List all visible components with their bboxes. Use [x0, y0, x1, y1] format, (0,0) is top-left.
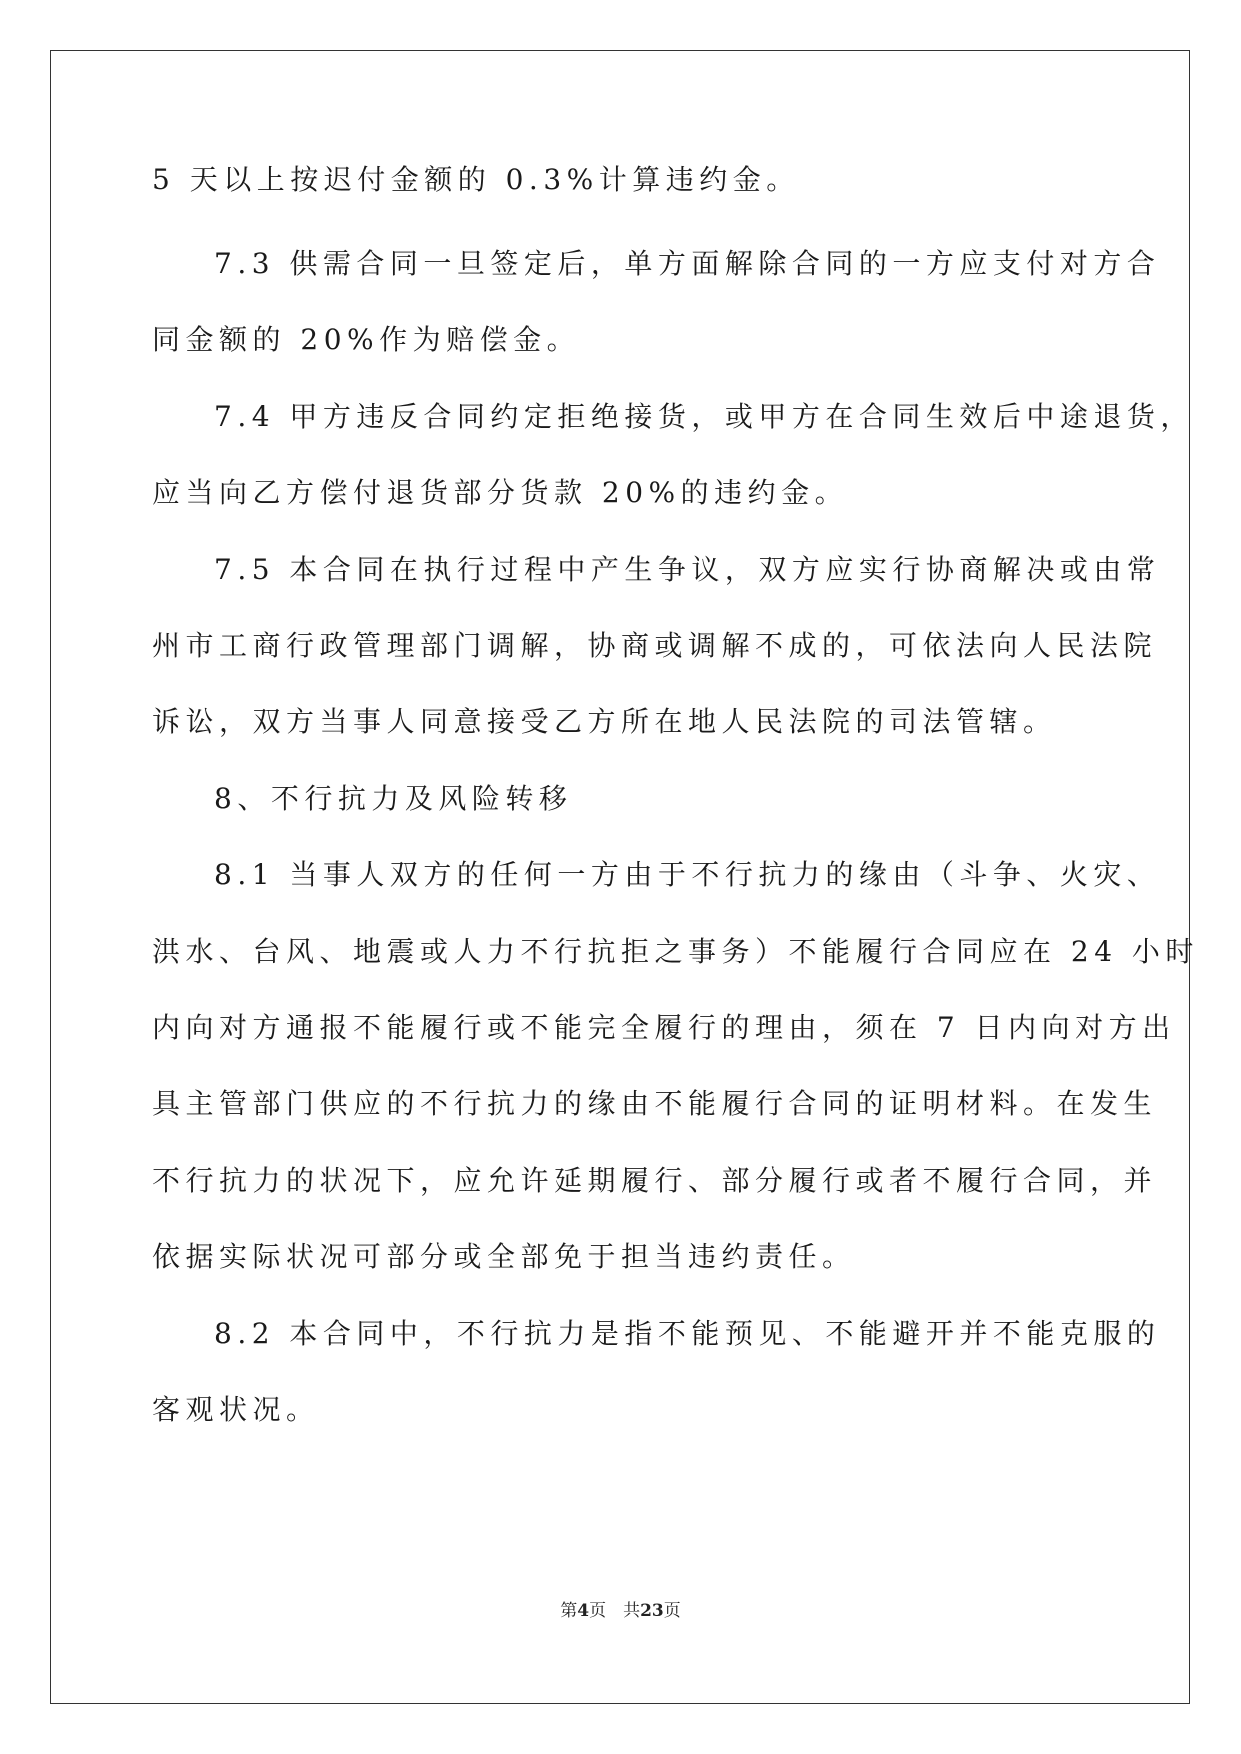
text-line: 诉讼，双方当事人同意接受乙方所在地人民法院的司法管辖。: [152, 705, 1057, 738]
page-number-footer: [0, 1596, 1241, 1621]
text-line: 客观状况。: [152, 1393, 320, 1426]
text-line: 7.4 甲方违反合同约定拒绝接货，或甲方在合同生效后中途退货，: [214, 400, 1194, 433]
text-line: 应当向乙方偿付退货部分货款 20%的违约金。: [152, 476, 849, 509]
text-line: 5 天以上按迟付金额的 0.3%计算违约金。: [152, 163, 800, 196]
text-line: 具主管部门供应的不行抗力的缘由不能履行合同的证明材料。在发生: [152, 1087, 1158, 1120]
text-line: 洪水、台风、地震或人力不行抗拒之事务）不能履行合同应在 24 小时: [152, 935, 1199, 968]
text-line: 7.3 供需合同一旦签定后，单方面解除合同的一方应支付对方合: [214, 247, 1161, 280]
section-heading: 8、不行抗力及风险转移: [214, 782, 573, 815]
text-line: 7.5 本合同在执行过程中产生争议，双方应实行协商解决或由常: [214, 553, 1161, 586]
text-line: 内向对方通报不能履行或不能完全履行的理由，须在 7 日内向对方出: [152, 1011, 1176, 1044]
current-page-number: 4: [577, 1601, 590, 1621]
text-line: 8.1 当事人双方的任何一方由于不行抗力的缘由（斗争、火灾、: [214, 858, 1161, 891]
text-line: 州市工商行政管理部门调解，协商或调解不成的，可依法向人民法院: [152, 629, 1158, 662]
footer-mid: 页 共: [589, 1601, 641, 1621]
text-line: 不行抗力的状况下，应允许延期履行、部分履行或者不履行合同，并: [152, 1164, 1158, 1197]
footer-suffix: 页: [663, 1601, 681, 1621]
text-line: 同金额的 20%作为赔偿金。: [152, 323, 581, 356]
text-line: 8.2 本合同中，不行抗力是指不能预见、不能避开并不能克服的: [214, 1317, 1161, 1350]
footer-prefix: 第: [560, 1601, 578, 1621]
text-line: 依据实际状况可部分或全部免于担当违约责任。: [152, 1240, 856, 1273]
total-page-count: 23: [640, 1601, 664, 1621]
